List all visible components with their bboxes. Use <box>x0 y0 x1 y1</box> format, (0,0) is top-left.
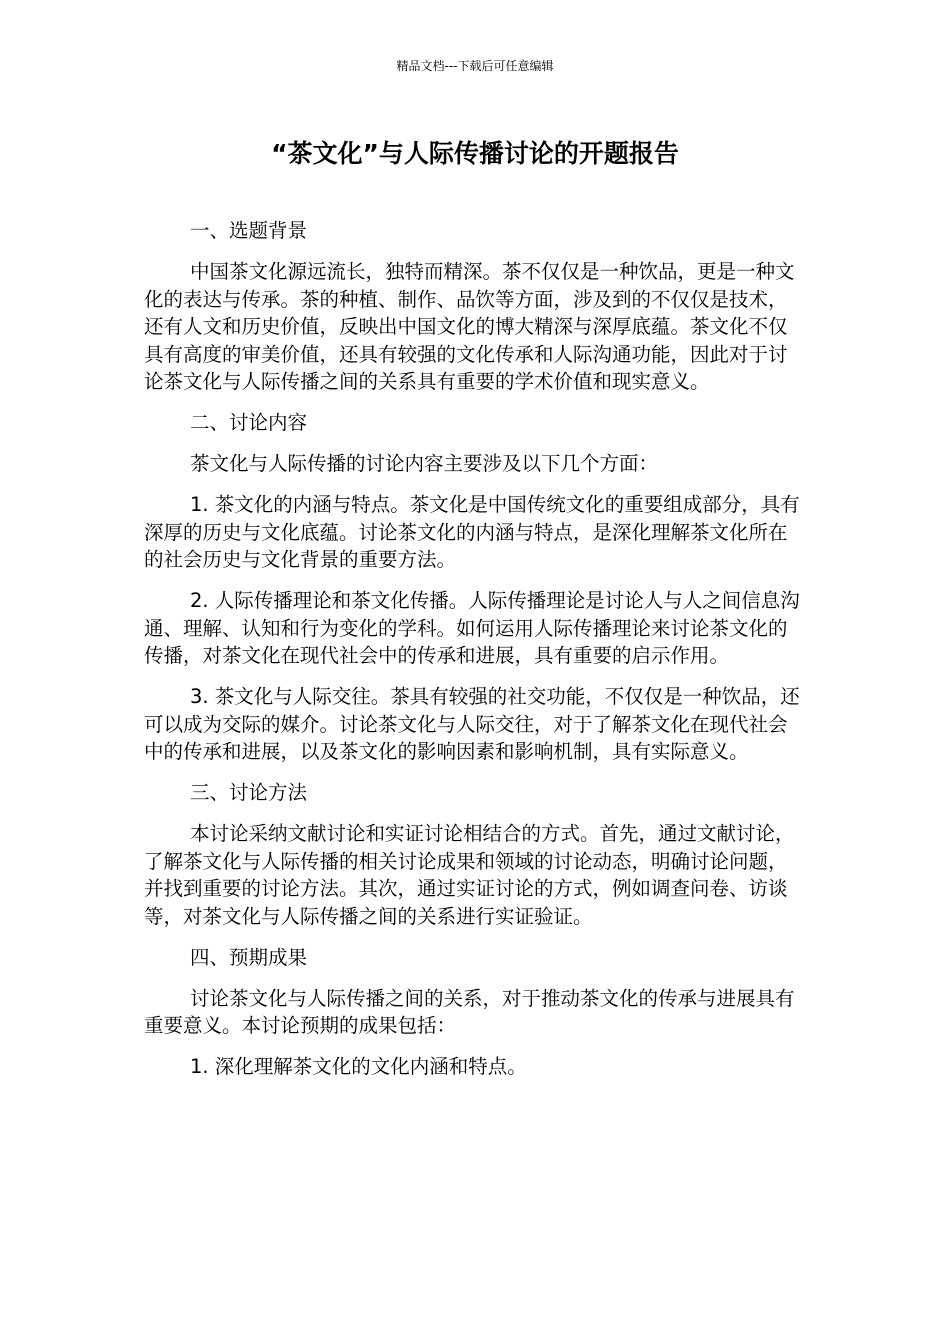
section-heading-background: 一、选题背景 <box>190 219 308 242</box>
document-body <box>144 217 806 1094</box>
paragraph-outcomes-intro: 讨论茶文化与人际传播之间的关系，对于推动茶文化的传承与进展具有重要意义。本讨论预期的成果包括： <box>144 986 795 1037</box>
document-title: “茶文化”与人际传播讨论的开题报告 <box>271 139 679 168</box>
section-heading-method: 三、讨论方法 <box>190 781 308 804</box>
section-heading-outcomes: 四、预期成果 <box>190 945 308 969</box>
paragraph-content-item-2: 2. 人际传播理论和茶文化传播。人际传播理论是讨论人与人之间信息沟通、理解、认知和行为变化的学科。如何运用人际传播理论来讨论茶文化的传播，对茶文化在现代社会中的传承和进展，具有重要的启示作用。 <box>144 589 800 667</box>
paragraph-method: 本讨论采纳文献讨论和实证讨论相结合的方式。首先，通过文献讨论，了解茶文化与人际传播的相关讨论成果和领域的讨论动态，明确讨论问题，并找到重要的讨论方法。其次，通过实证讨论的方式，例如调查问卷、访谈等，对茶文化与人际传播之间的关系进行实证验证。 <box>144 822 795 928</box>
paragraph-content-item-3: 3. 茶文化与人际交往。茶具有较强的社交功能，不仅仅是一种饮品，还可以成为交际的媒介。讨论茶文化与人际交往，对于了解茶文化在现代社会中的传承和进展，以及茶文化的影响因素和影响机制，具有实际意义。 <box>144 685 800 763</box>
paragraph-content-intro: 茶文化与人际传播的讨论内容主要涉及以下几个方面： <box>190 452 659 475</box>
paragraph-content-item-1: 1. 茶文化的内涵与特点。茶文化是中国传统文化的重要组成部分，具有深厚的历史与文化底蕴。讨论茶文化的内涵与特点，是深化理解茶文化所在的社会历史与文化背景的重要方法。 <box>144 493 800 571</box>
section-heading-content: 二、讨论内容 <box>190 411 308 434</box>
page-header-note: 精品文档---下载后可任意编辑 <box>396 59 554 73</box>
paragraph-outcomes-item-1: 1. 深化理解茶文化的文化内涵和特点。 <box>190 1055 527 1078</box>
paragraph-background: 中国茶文化源远流长，独特而精深。茶不仅仅是一种饮品，更是一种文化的表达与传承。茶的种植、制作、品饮等方面，涉及到的不仅仅是技术，还有人文和历史价值，反映出中国文化的博大精深与深厚底蕴。茶文化不仅具有高度的审美价值，还具有较强的文化传承和人际沟通功能，因此对于讨论茶文化与人际传播之间的关系具有重要的学术价值和现实意义。 <box>144 260 795 393</box>
